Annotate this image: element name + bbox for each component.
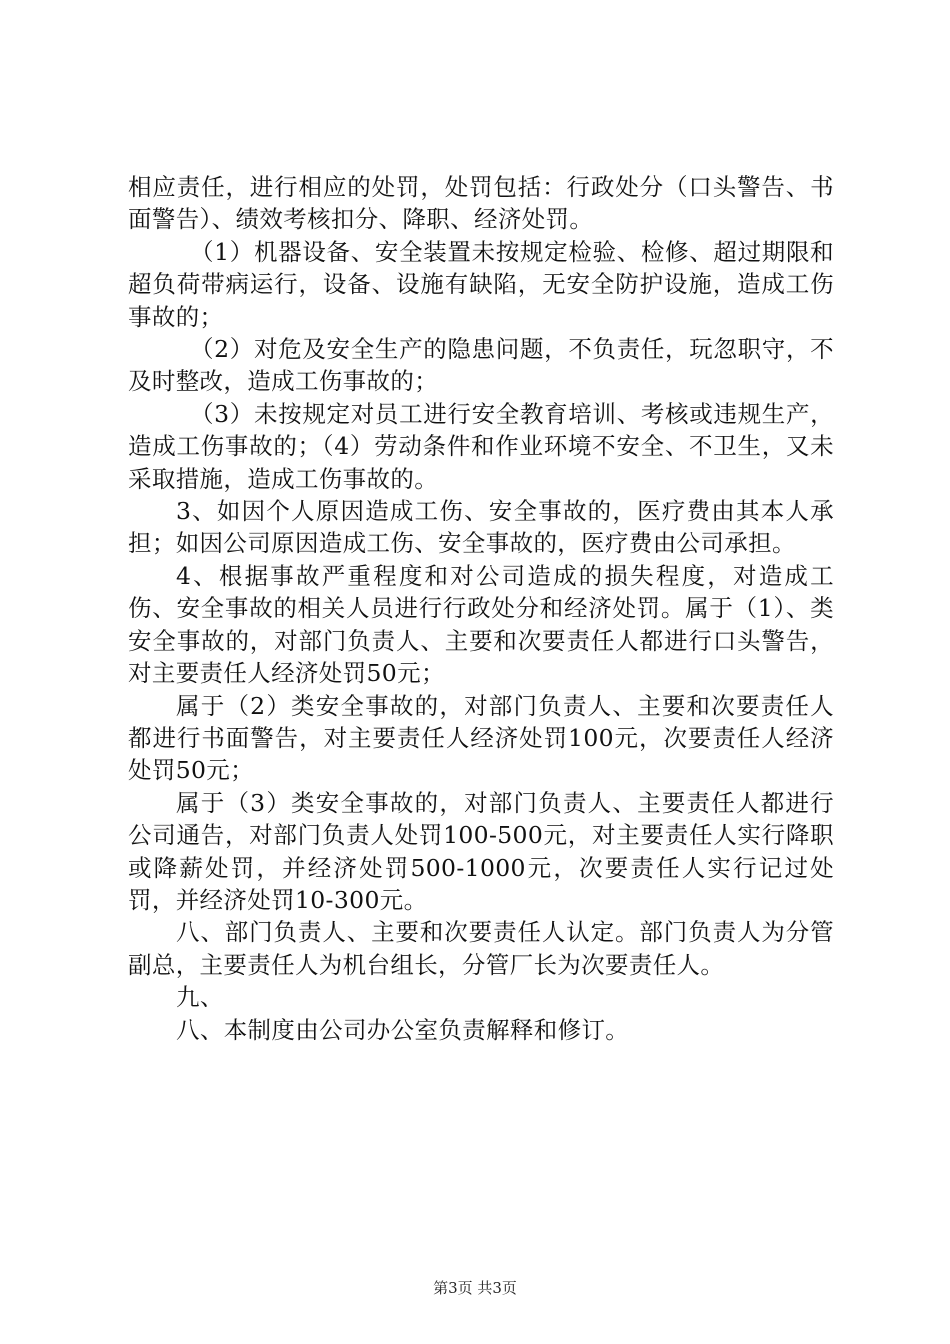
paragraph-item-3-4: （3）未按规定对员工进行安全教育培训、考核或违规生产，造成工伤事故的；（4）劳动条件和作业环境不安全、不卫生，又未采取措施，造成工伤事故的。 bbox=[128, 399, 834, 493]
paragraph-penalty-intro: 相应责任，进行相应的处罚，处罚包括：行政处分（口头警告、书面警告）、绩效考核扣分、降职、经济处罚。 bbox=[128, 173, 834, 234]
paragraph-category-2: 属于（2）类安全事故的，对部门负责人、主要和次要责任人都进行书面警告，对主要责任人经济处罚100元，次要责任人经济处罚50元； bbox=[128, 691, 834, 785]
document-body bbox=[128, 171, 834, 1046]
paragraph-item-1: （1）机器设备、安全装置未按规定检验、检修、超过期限和超负荷带病运行，设备、设施有缺陷，无安全防护设施，造成工伤事故的； bbox=[128, 237, 834, 331]
paragraph-interpretation: 八、本制度由公司办公室负责解释和修订。 bbox=[176, 1015, 630, 1044]
paragraph-clause-4: 4、根据事故严重程度和对公司造成的损失程度，对造成工伤、安全事故的相关人员进行行政处分和经济处罚。属于（1）、类安全事故的，对部门负责人、主要和次要责任人都进行口头警告，对主要责任人经济处罚50元； bbox=[128, 561, 834, 688]
paragraph-section-9: 九、 bbox=[176, 983, 224, 1012]
page-number-footer: 第3页 共3页 bbox=[433, 1279, 517, 1297]
paragraph-category-3: 属于（3）类安全事故的，对部门负责人、主要责任人都进行公司通告，对部门负责人处罚100-500元，对主要责任人实行降职或降薪处罚，并经济处罚500-1000元，次要责任人实行记过处罚，并经济处罚10-300元。 bbox=[128, 788, 834, 914]
paragraph-section-8: 八、部门负责人、主要和次要责任人认定。部门负责人为分管副总，主要责任人为机台组长，分管厂长为次要责任人。 bbox=[128, 918, 834, 979]
paragraph-item-2: （2）对危及安全生产的隐患问题，不负责任，玩忽职守，不及时整改，造成工伤事故的； bbox=[128, 335, 834, 396]
paragraph-clause-3: 3、如因个人原因造成工伤、安全事故的，医疗费由其本人承担；如因公司原因造成工伤、安全事故的，医疗费由公司承担。 bbox=[128, 497, 834, 558]
